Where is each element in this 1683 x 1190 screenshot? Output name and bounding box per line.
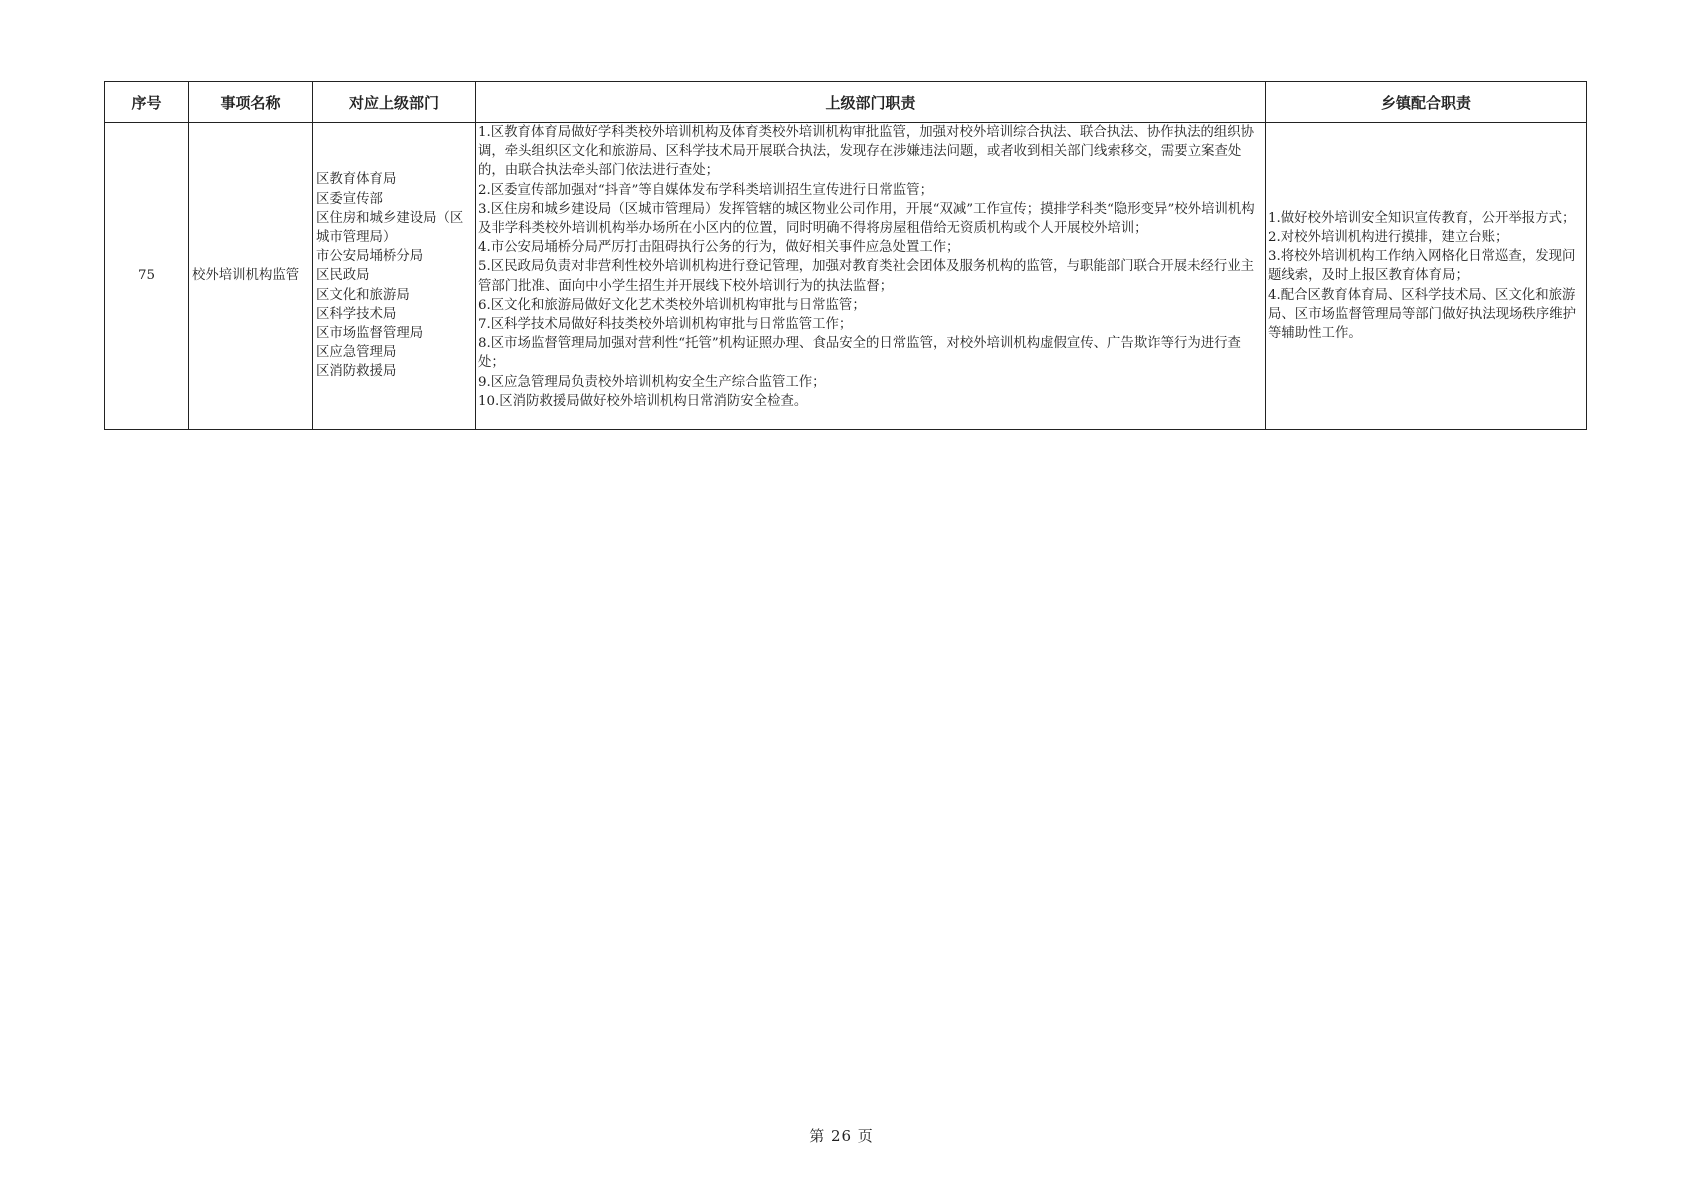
duty-item: 2.区委宣传部加强对“抖音”等自媒体发布学科类培训招生宣传进行日常监管； (478, 182, 933, 198)
item-name-cell: 校外培训机构监管 (189, 123, 313, 430)
header-serial-number: 序号 (105, 82, 189, 123)
duty-item: 5.区民政局负责对非营利性校外培训机构进行登记管理，加强对教育类社会团体及服务机构的监管，与职能部门联合开展未经行业主管部门批准、面向中小学生招生并开展线下校外培训行为的执法监督； (478, 259, 1255, 294)
serial-number-cell: 75 (105, 123, 189, 430)
department-item: 区民政局 (316, 268, 370, 284)
header-superior-departments: 对应上级部门 (313, 82, 476, 123)
page-number: 第 26 页 (809, 1127, 874, 1145)
duty-item: 9.区应急管理局负责校外培训机构安全生产综合监管工作； (478, 374, 826, 390)
town-duty-item: 3.将校外培训机构工作纳入网格化日常巡查，发现问题线索，及时上报区教育体育局； (1268, 249, 1576, 284)
town-duties-cell (1266, 123, 1587, 430)
duty-item: 6.区文化和旅游局做好文化艺术类校外培训机构审批与日常监管； (478, 297, 866, 313)
town-duty-item: 1.做好校外培训安全知识宣传教育，公开举报方式； (1268, 210, 1576, 226)
duty-item: 3.区住房和城乡建设局（区城市管理局）发挥管辖的城区物业公司作用，开展“双减”工作宣传；摸排学科类“隐形变异”校外培训机构及非学科类校外培训机构举办场所在小区内的位置，同时明确不得将房屋租借给无资质机构或个人开展校外培训； (478, 201, 1255, 237)
department-item: 区文化和旅游局 (316, 287, 410, 303)
duty-table (104, 81, 1587, 430)
department-item: 区消防救援局 (316, 364, 397, 380)
duty-item: 1.区教育体育局做好学科类校外培训机构及体育类校外培训机构审批监管，加强对校外培训综合执法、联合执法、协作执法的组织协调，牵头组织区文化和旅游局、区科学技术局开展联合执法，发现存在涉嫌违法问题，或者收到相关部门线索移交，需要立案查处的，由联合执法牵头部门依法进行查处； (478, 125, 1255, 179)
department-item: 区科学技术局 (316, 306, 397, 322)
header-superior-duties: 上级部门职责 (476, 82, 1266, 123)
header-item-name: 事项名称 (189, 82, 313, 123)
departments-cell (313, 123, 476, 430)
table-row (105, 123, 1587, 430)
department-item: 区委宣传部 (316, 191, 383, 207)
table-header-row (105, 82, 1587, 123)
department-item: 区教育体育局 (316, 172, 397, 188)
header-town-duties: 乡镇配合职责 (1266, 82, 1587, 123)
department-item: 市公安局埇桥分局 (316, 249, 424, 265)
duty-item: 10.区消防救援局做好校外培训机构日常消防安全检查。 (478, 393, 808, 409)
superior-duties-cell (476, 123, 1266, 430)
department-item: 区市场监督管理局 (316, 326, 424, 341)
duty-item: 8.区市场监督管理局加强对营利性“托管”机构证照办理、食品安全的日常监管，对校外培训机构虚假宣传、广告欺诈等行为进行查处； (478, 336, 1241, 371)
department-item: 区应急管理局 (316, 345, 397, 361)
duty-item: 7.区科学技术局做好科技类校外培训机构审批与日常监管工作； (478, 317, 853, 333)
duty-item: 4.市公安局埇桥分局严厉打击阻碍执行公务的行为，做好相关事件应急处置工作； (478, 240, 960, 256)
town-duty-item: 2.对校外培训机构进行摸排，建立台账； (1268, 229, 1509, 245)
department-item: 区住房和城乡建设局（区城市管理局） (316, 210, 464, 245)
town-duty-item: 4.配合区教育体育局、区科学技术局、区文化和旅游局、区市场监督管理局等部门做好执法现场秩序维护等辅助性工作。 (1268, 287, 1576, 341)
